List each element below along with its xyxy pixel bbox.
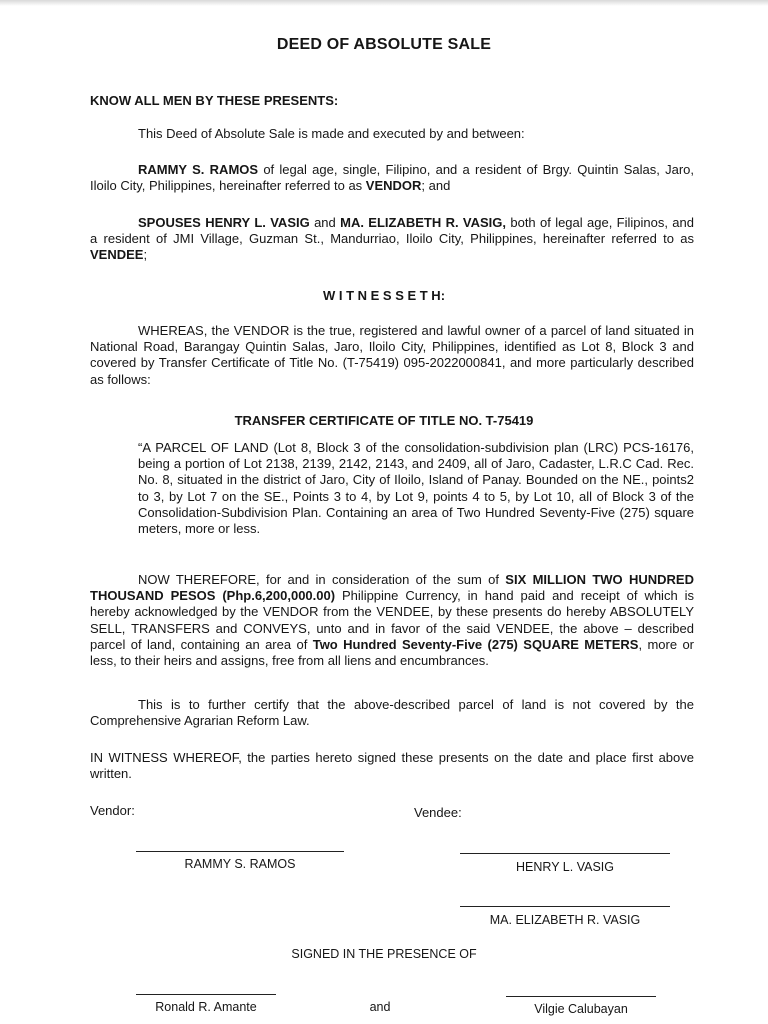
vendor-name: RAMMY S. RAMOS: [138, 162, 259, 177]
certify-paragraph: [90, 697, 694, 729]
vendor-details: of legal age, single, Filipino, and a resident of Brgy. Quintin Salas, Jaro, Iloilo City, Philippines, hereinafter referred to as: [90, 162, 695, 194]
witness-whereof-paragraph: IN WITNESS WHEREOF, the parties hereto signed these presents on the date and place first above written.: [90, 750, 694, 782]
and-label: and: [369, 1000, 391, 1014]
signed-in-presence-heading: SIGNED IN THE PRESENCE OF: [291, 947, 477, 961]
vendee-name-2: MA. ELIZABETH R. VASIG,: [340, 215, 507, 230]
vendee-details: both of legal age, Filipinos, and a resident of JMI Village, Guzman St., Mandurriao, Iloilo City, Philippines, hereinafter referred to as: [90, 215, 694, 247]
vendee-end: ;: [143, 247, 148, 263]
consideration-intro: NOW THEREFORE, for and in consideration of the sum of: [138, 572, 506, 587]
whereas-paragraph: [90, 323, 694, 388]
consideration-paragraph: [90, 572, 694, 669]
document-title: DEED OF ABSOLUTE SALE: [276, 36, 492, 53]
opening-heading: KNOW ALL MEN BY THESE PRESENTS:: [90, 93, 339, 108]
vendee-party-paragraph: [90, 215, 694, 264]
whereas-text: WHEREAS, the VENDOR is the true, registered and lawful owner of a parcel of land situated in National Road, Barangay Quintin Salas, Jaro, Iloilo City, Philippines, identified as Lot 8, Block 3 and covered by Transfer Certificate of Title No. (T-75419) 095-2022000841, and more particularly described as follows:: [90, 323, 694, 387]
vendee1-signatory-name: HENRY L. VASIG: [516, 860, 614, 874]
witness1-name: Ronald R. Amante: [155, 1000, 257, 1014]
vendee-and: and: [309, 215, 341, 230]
witness2-name: Vilgie Calubayan: [534, 1002, 628, 1016]
vendor-label: Vendor:: [90, 803, 135, 818]
intro-text: This Deed of Absolute Sale is made and executed by and between:: [138, 126, 525, 141]
vendee1-signature-line: [460, 853, 670, 854]
witnesseth-heading: W I T N E S S E T H:: [322, 288, 446, 303]
vendor-signature-line: [136, 851, 344, 852]
vendee-label: Vendee:: [414, 805, 462, 820]
consideration-body: Philippine Currency, in hand paid and receipt of which is hereby acknowledged by the VENDOR from the VENDEE, by these presents do hereby ABSOLUTELY SELL, TRANSFERS and CONVEYS, unto and in favor of the said VENDEE, the above – described parcel of land, containing an area of: [90, 588, 694, 652]
vendee-name: SPOUSES HENRY L. VASIG: [138, 215, 310, 230]
vendee-role: VENDEE: [90, 247, 144, 263]
intro-paragraph: [90, 126, 694, 142]
certify-text: This is to further certify that the above-described parcel of land is not covered by the Comprehensive Agrarian Reform Law.: [90, 697, 694, 729]
vendor-end: ; and: [421, 178, 451, 194]
witness2-signature-line: [506, 996, 656, 997]
tct-heading: TRANSFER CERTIFICATE OF TITLE NO. T-75419: [234, 413, 534, 428]
consideration-area: Two Hundred Seventy-Five (275) SQUARE METERS: [312, 636, 639, 652]
vendor-signatory-name: RAMMY S. RAMOS: [184, 857, 296, 871]
consideration-amount: SIX MILLION TWO HUNDRED THOUSAND PESOS (Php.6,200,000.00): [90, 572, 694, 604]
consideration-end: , more or less, to their heirs and assigns, free from all liens and encumbrances.: [90, 636, 695, 669]
vendor-party-paragraph: [90, 162, 694, 194]
vendor-role: VENDOR: [365, 178, 422, 194]
parcel-description: “A PARCEL OF LAND (Lot 8, Block 3 of the consolidation-subdivision plan (LRC) PCS-16176, being a portion of Lot 2138, 2139, 2142, 2143, and 2409, all of Jaro, Cadaster, L.R.C Cad. Rec. No. 8, situated in the district of Jaro, City of Iloilo, Island of Panay. Bounded on the NE., points2 to 3, by Lot 7 on the SE., Points 3 to 4, by Lot 9, points 4 to 5, by Lot 10, all of Block 3 of the Consolidation-Subdivision Plan. Containing an area of Two Hundred Seventy-Five (275) square meters, more or less.: [138, 440, 694, 537]
vendee2-signatory-name: MA. ELIZABETH R. VASIG: [489, 913, 641, 927]
vendee2-signature-line: [460, 906, 670, 907]
witness1-signature-line: [136, 994, 276, 995]
